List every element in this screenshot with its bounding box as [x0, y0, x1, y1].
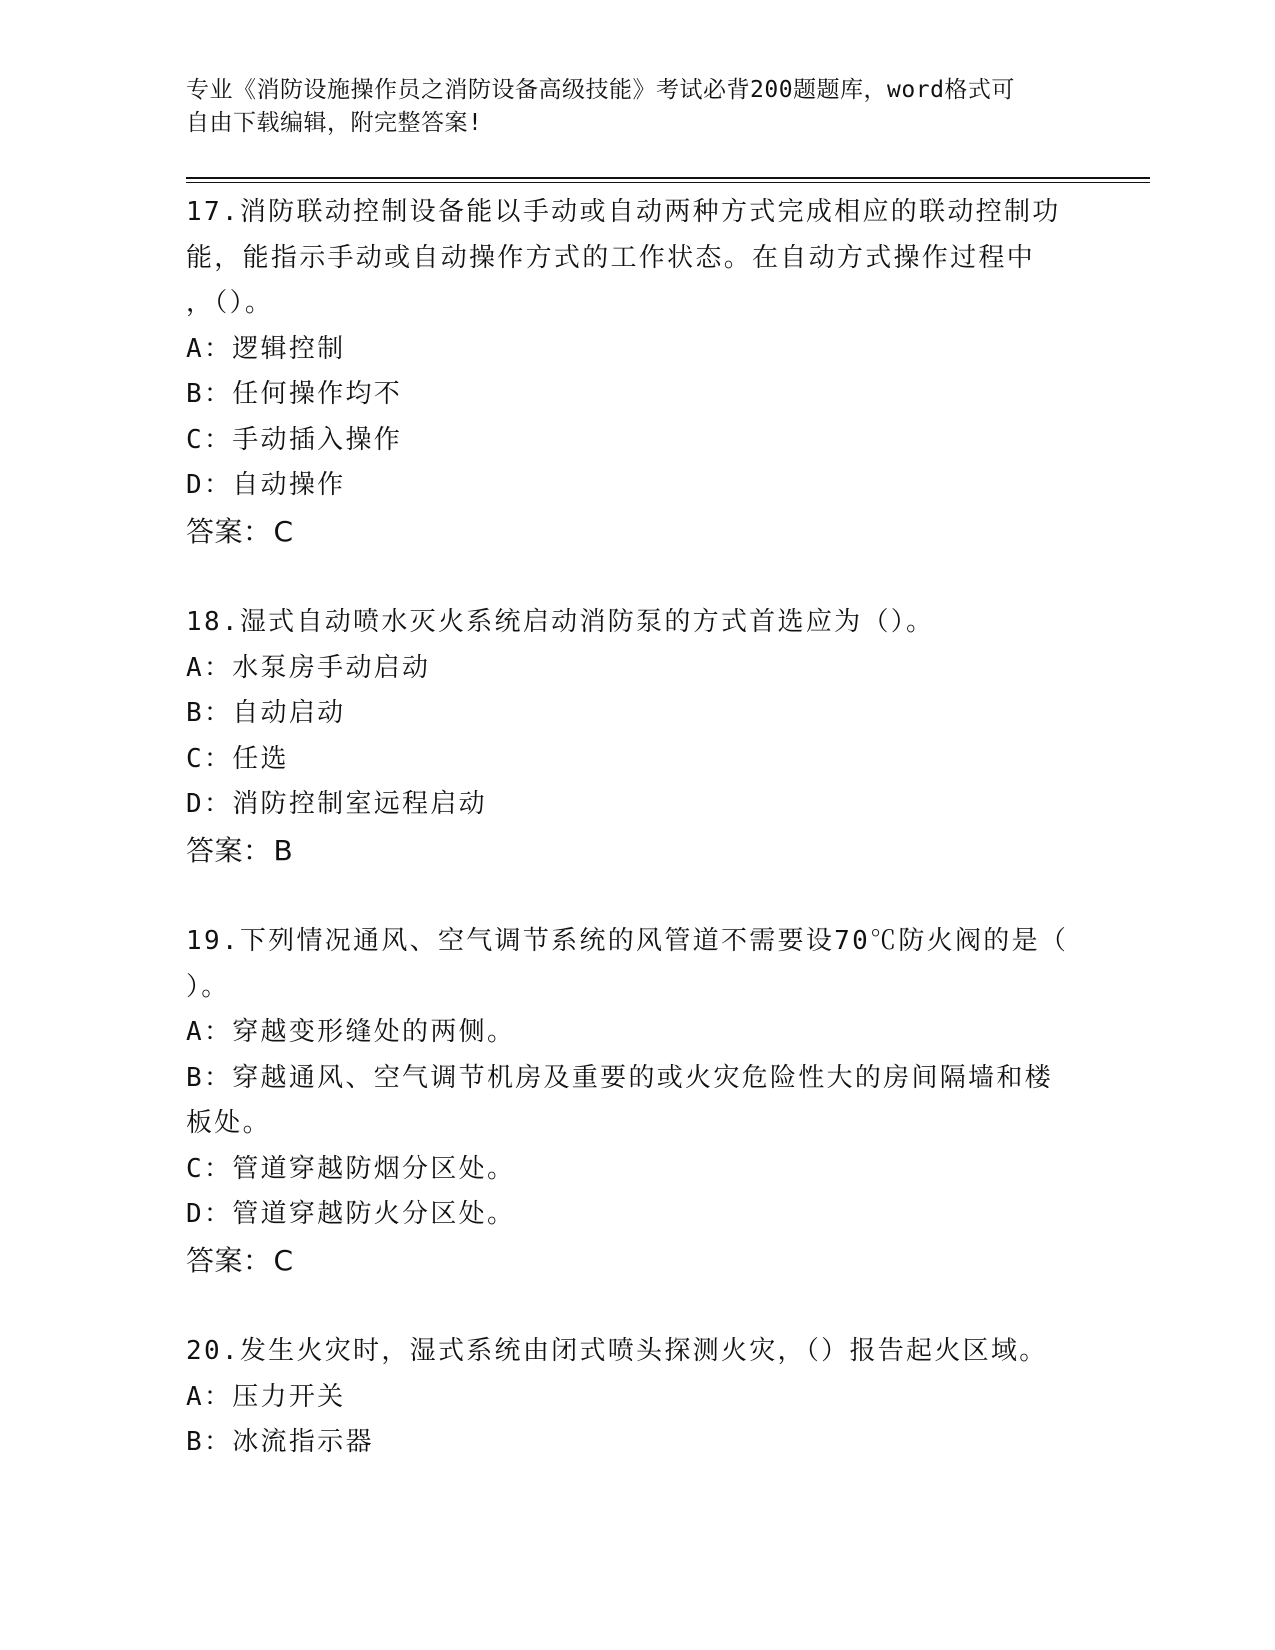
option-a: A：穿越变形缝处的两侧。	[186, 1017, 516, 1047]
answer-label: 答案：	[186, 1243, 272, 1277]
question-17	[186, 190, 1086, 554]
option-c: C：管道穿越防烟分区处。	[186, 1153, 516, 1184]
question-19	[186, 919, 1086, 1283]
option-b: B：冰流指示器	[186, 1427, 374, 1457]
answer-line	[186, 509, 1086, 555]
option-c: C：手动插入操作	[186, 424, 403, 455]
option-a: A：压力开关	[186, 1381, 346, 1412]
header-line-1: 专业《消防设施操作员之消防设备高级技能》考试必背200题题库，word格式可	[186, 77, 1015, 103]
document-header	[186, 74, 1066, 140]
option-b: B：穿越通风、空气调节机房及重要的或火灾危险性大的房间隔墙和楼	[186, 1062, 1053, 1093]
answer-value: C	[273, 1243, 294, 1277]
stem-line: 20.发生火灾时，湿式系统由闭式喷头探测火灾，（）报告起火区域。	[186, 1336, 1048, 1366]
stem-line: ）。	[186, 971, 230, 1002]
question-stem	[186, 919, 1086, 1010]
header-divider-thin	[186, 182, 1150, 183]
option-b-continued: 板处。	[186, 1108, 271, 1138]
option-d: D：管道穿越防火分区处。	[186, 1199, 516, 1229]
option-d: D：自动操作	[186, 470, 346, 500]
question-list	[186, 190, 1086, 1512]
question-stem	[186, 1329, 1086, 1375]
stem-line: 18.湿式自动喷水灭火系统启动消防泵的方式首选应为（）。	[186, 607, 935, 637]
option-b: B：任何操作均不	[186, 379, 403, 409]
answer-line	[186, 1238, 1086, 1284]
option-c: C：任选	[186, 743, 289, 774]
option-a: A：逻辑控制	[186, 333, 346, 364]
question-20	[186, 1329, 1086, 1466]
question-stem	[186, 190, 1086, 327]
option-a: A：水泵房手动启动	[186, 652, 431, 683]
option-d: D：消防控制室远程启动	[186, 789, 487, 819]
header-line-2: 自由下载编辑，附完整答案!	[186, 110, 483, 136]
option-b: B：自动启动	[186, 698, 346, 728]
header-divider-thick	[186, 177, 1150, 179]
stem-line: 19.下列情况通风、空气调节系统的风管道不需要设70℃防火阀的是（	[186, 926, 1069, 956]
answer-line	[186, 828, 1086, 874]
question-stem	[186, 600, 1086, 646]
stem-line: 17.消防联动控制设备能以手动或自动两种方式完成相应的联动控制功	[186, 197, 1061, 227]
stem-line: 能，能指示手动或自动操作方式的工作状态。在自动方式操作过程中	[186, 242, 1036, 273]
answer-value: B	[273, 833, 294, 867]
question-18	[186, 600, 1086, 873]
answer-label: 答案：	[186, 514, 272, 548]
answer-value: C	[273, 514, 294, 548]
answer-label: 答案：	[186, 833, 272, 867]
stem-line: ，（）。	[186, 288, 274, 318]
